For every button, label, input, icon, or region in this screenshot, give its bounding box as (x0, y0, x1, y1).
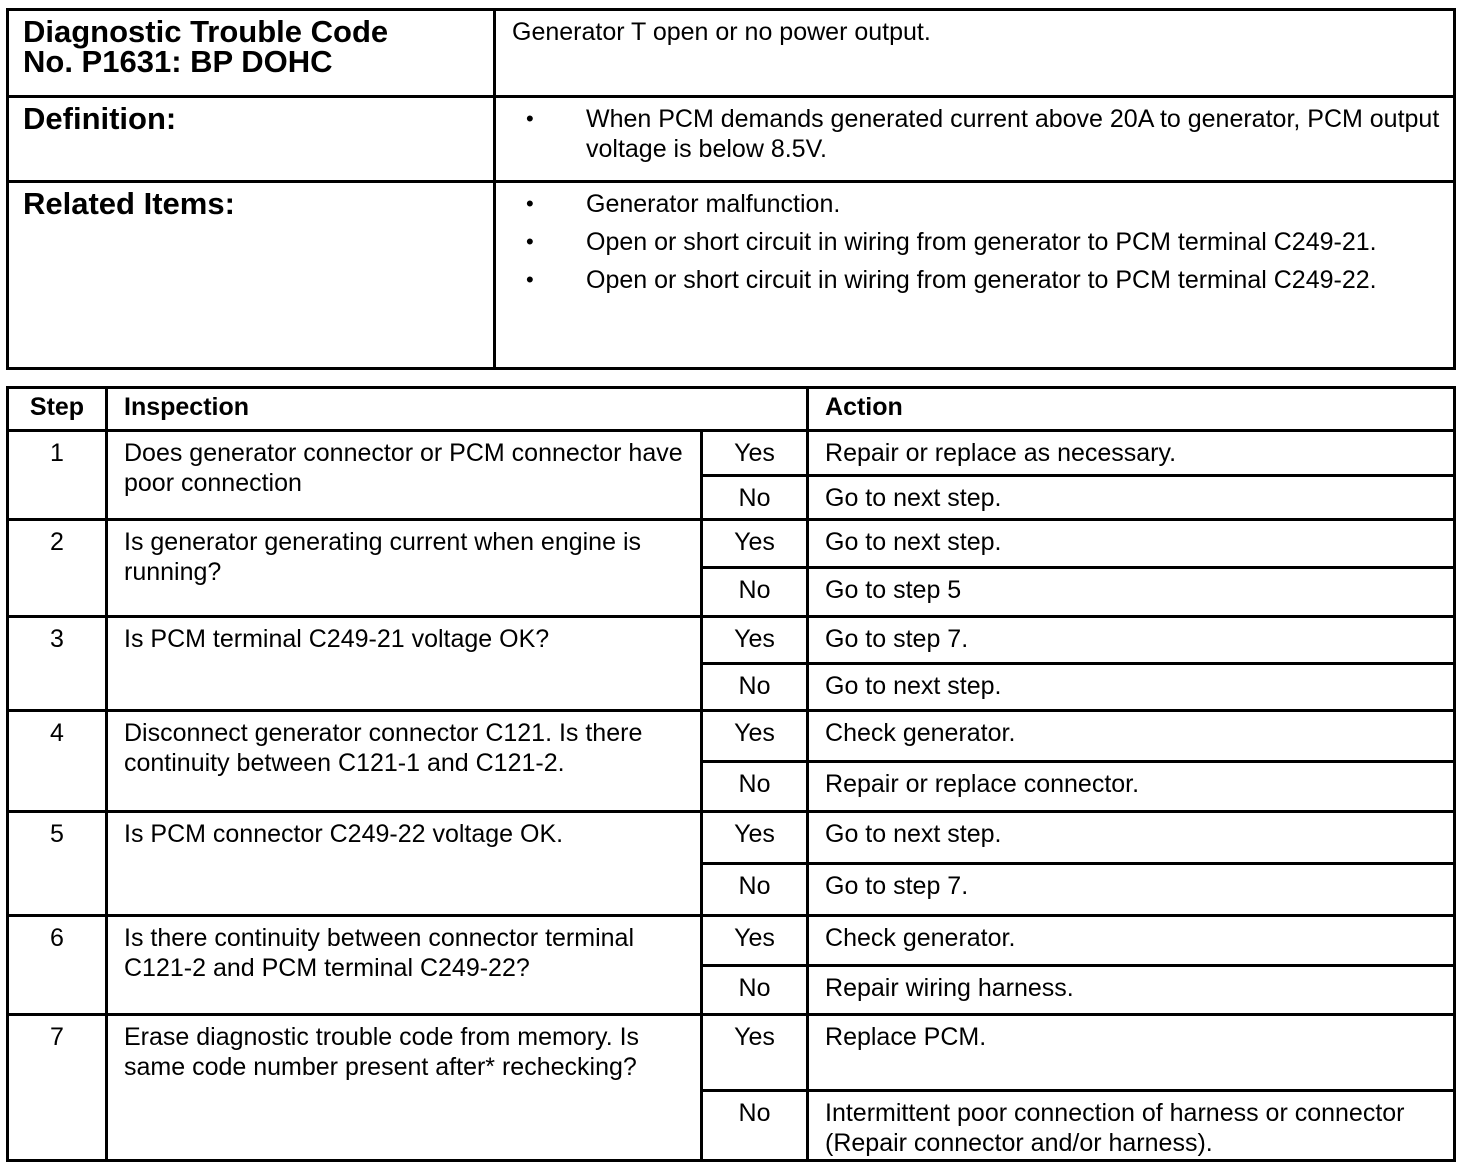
definition-item (512, 104, 1443, 164)
step-number: 4 (8, 711, 107, 812)
step-inspection: Is PCM terminal C249-21 voltage OK? (107, 617, 702, 711)
step-number: 5 (8, 812, 107, 916)
action-no: Go to step 7. (808, 864, 1455, 916)
dtc-header-table (6, 8, 1456, 370)
table-row (8, 812, 1455, 864)
dtc-description: Generator T open or no power output. (495, 10, 1455, 97)
answer-no: No (702, 568, 808, 617)
dtc-code-row (8, 10, 1455, 97)
action-yes: Replace PCM. (808, 1015, 1455, 1091)
answer-no: No (702, 966, 808, 1015)
answer-no: No (702, 864, 808, 916)
action-yes: Go to step 7. (808, 617, 1455, 664)
answer-yes: Yes (702, 1015, 808, 1091)
column-header-step: Step (8, 388, 107, 431)
table-row (8, 1015, 1455, 1091)
action-yes: Check generator. (808, 916, 1455, 966)
column-header-inspection: Inspection (107, 388, 808, 431)
table-header-row (8, 388, 1455, 431)
action-yes: Check generator. (808, 711, 1455, 762)
action-yes: Repair or replace as necessary. (808, 431, 1455, 476)
table-row (8, 711, 1455, 762)
related-item (512, 189, 1443, 219)
step-inspection: Erase diagnostic trouble code from memory. Is same code number present after* rechecking? (107, 1015, 702, 1161)
step-inspection: Is generator generating current when engine is running? (107, 520, 702, 617)
related-item (512, 265, 1443, 295)
answer-no: No (702, 762, 808, 812)
definition-list (495, 97, 1455, 182)
dtc-code-cell (8, 10, 495, 97)
action-yes: Go to next step. (808, 520, 1455, 568)
answer-yes: Yes (702, 617, 808, 664)
bullet-icon: • (526, 191, 534, 216)
action-no: Repair or replace connector. (808, 762, 1455, 812)
table-row (8, 431, 1455, 476)
answer-yes: Yes (702, 520, 808, 568)
answer-yes: Yes (702, 711, 808, 762)
table-row (8, 617, 1455, 664)
step-number: 6 (8, 916, 107, 1015)
bullet-icon: • (526, 229, 534, 254)
action-no: Repair wiring harness. (808, 966, 1455, 1015)
action-yes: Go to next step. (808, 812, 1455, 864)
answer-yes: Yes (702, 916, 808, 966)
answer-no: No (702, 1091, 808, 1161)
step-inspection: Is PCM connector C249-22 voltage OK. (107, 812, 702, 916)
dtc-code-title-line1: Diagnostic Trouble Code (23, 14, 389, 49)
definition-item-text: When PCM demands generated current above 20A to generator, PCM output voltage is below 8.5V. (586, 105, 1440, 163)
step-number: 3 (8, 617, 107, 711)
step-number: 2 (8, 520, 107, 617)
action-no: Intermittent poor connection of harness or connector (Repair connector and/or harness). (808, 1091, 1455, 1161)
related-items-label: Related Items: (8, 182, 495, 369)
answer-yes: Yes (702, 812, 808, 864)
definition-row (8, 97, 1455, 182)
column-header-action: Action (808, 388, 1455, 431)
table-row (8, 520, 1455, 568)
step-inspection: Disconnect generator connector C121. Is there continuity between C121-1 and C121-2. (107, 711, 702, 812)
bullet-icon: • (526, 267, 534, 292)
dtc-code-title-line2: No. P1631: BP DOHC (23, 44, 333, 79)
action-no: Go to next step. (808, 476, 1455, 520)
related-items-list (495, 182, 1455, 369)
related-item-text: Open or short circuit in wiring from generator to PCM terminal C249-22. (586, 266, 1377, 294)
step-inspection: Does generator connector or PCM connector have poor connection (107, 431, 702, 520)
step-number: 1 (8, 431, 107, 520)
action-no: Go to step 5 (808, 568, 1455, 617)
related-item (512, 227, 1443, 257)
definition-label: Definition: (8, 97, 495, 182)
table-row (8, 916, 1455, 966)
answer-yes: Yes (702, 431, 808, 476)
step-inspection: Is there continuity between connector terminal C121-2 and PCM terminal C249-22? (107, 916, 702, 1015)
related-item-text: Open or short circuit in wiring from generator to PCM terminal C249-21. (586, 228, 1377, 256)
bullet-icon: • (526, 106, 534, 131)
action-no: Go to next step. (808, 664, 1455, 711)
answer-no: No (702, 476, 808, 520)
step-number: 7 (8, 1015, 107, 1161)
inspection-steps-table (6, 386, 1456, 1162)
related-items-row (8, 182, 1455, 369)
related-item-text: Generator malfunction. (586, 190, 841, 218)
answer-no: No (702, 664, 808, 711)
